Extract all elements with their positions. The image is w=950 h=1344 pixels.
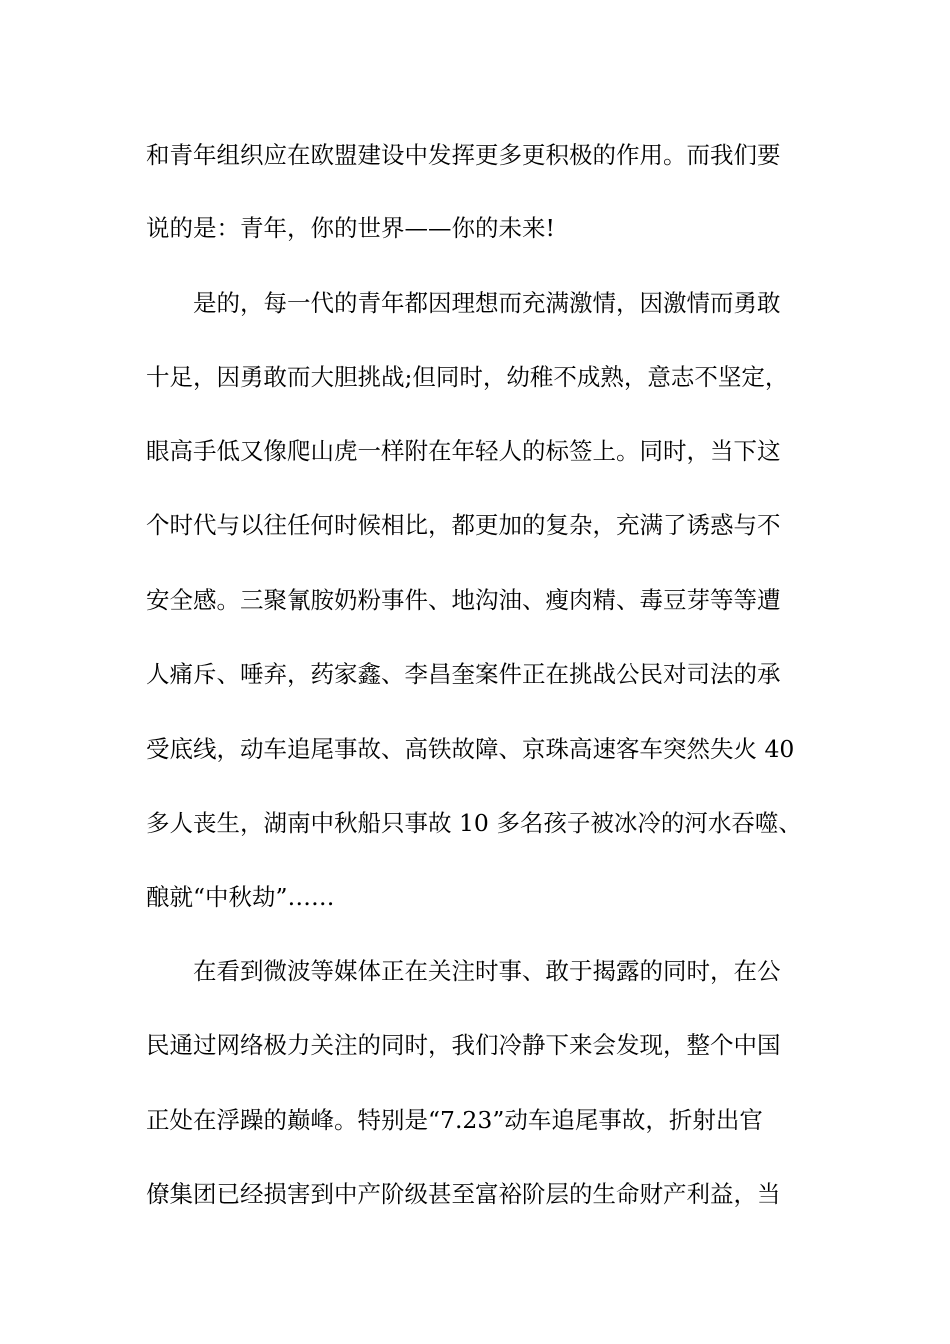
text-line: 说的是：青年，你的世界——你的未来! <box>146 214 555 242</box>
text-line: 民通过网络极力关注的同时，我们冷静下来会发现，整个中国 <box>146 1031 781 1059</box>
text-line: 多人丧生，湖南中秋船只事故 10 多名孩子被冰冷的河水吞噬、 <box>146 809 802 837</box>
text-line: 眼高手低又像爬山虎一样附在年轻人的标签上。同时，当下这 <box>146 437 781 465</box>
text-line: 僚集团已经损害到中产阶级甚至富裕阶层的生命财产利益，当 <box>146 1180 781 1208</box>
text-line: 十足，因勇敢而大胆挑战;但同时，幼稚不成熟，意志不坚定， <box>146 363 789 391</box>
text-line: 安全感。三聚氰胺奶粉事件、地沟油、瘦肉精、毒豆芽等等遭 <box>146 586 781 614</box>
text-line: 人痛斥、唾弃，药家鑫、李昌奎案件正在挑战公民对司法的承 <box>146 660 781 688</box>
paragraph-first-line: 在看到微波等媒体正在关注时事、敢于揭露的同时，在公 <box>193 957 781 985</box>
text-line: 和青年组织应在欧盟建设中发挥更多更积极的作用。而我们要 <box>146 141 781 169</box>
text-line: 酿就“中秋劫”…… <box>146 883 335 911</box>
paragraph-first-line: 是的，每一代的青年都因理想而充满激情，因激情而勇敢 <box>193 289 781 317</box>
text-line: 个时代与以往任何时候相比，都更加的复杂，充满了诱惑与不 <box>146 511 781 539</box>
text-line: 受底线，动车追尾事故、高铁故障、京珠高速客车突然失火 40 <box>146 735 795 763</box>
text-line: 正处在浮躁的巅峰。特别是“7.23”动车追尾事故，折射出官 <box>146 1106 763 1134</box>
